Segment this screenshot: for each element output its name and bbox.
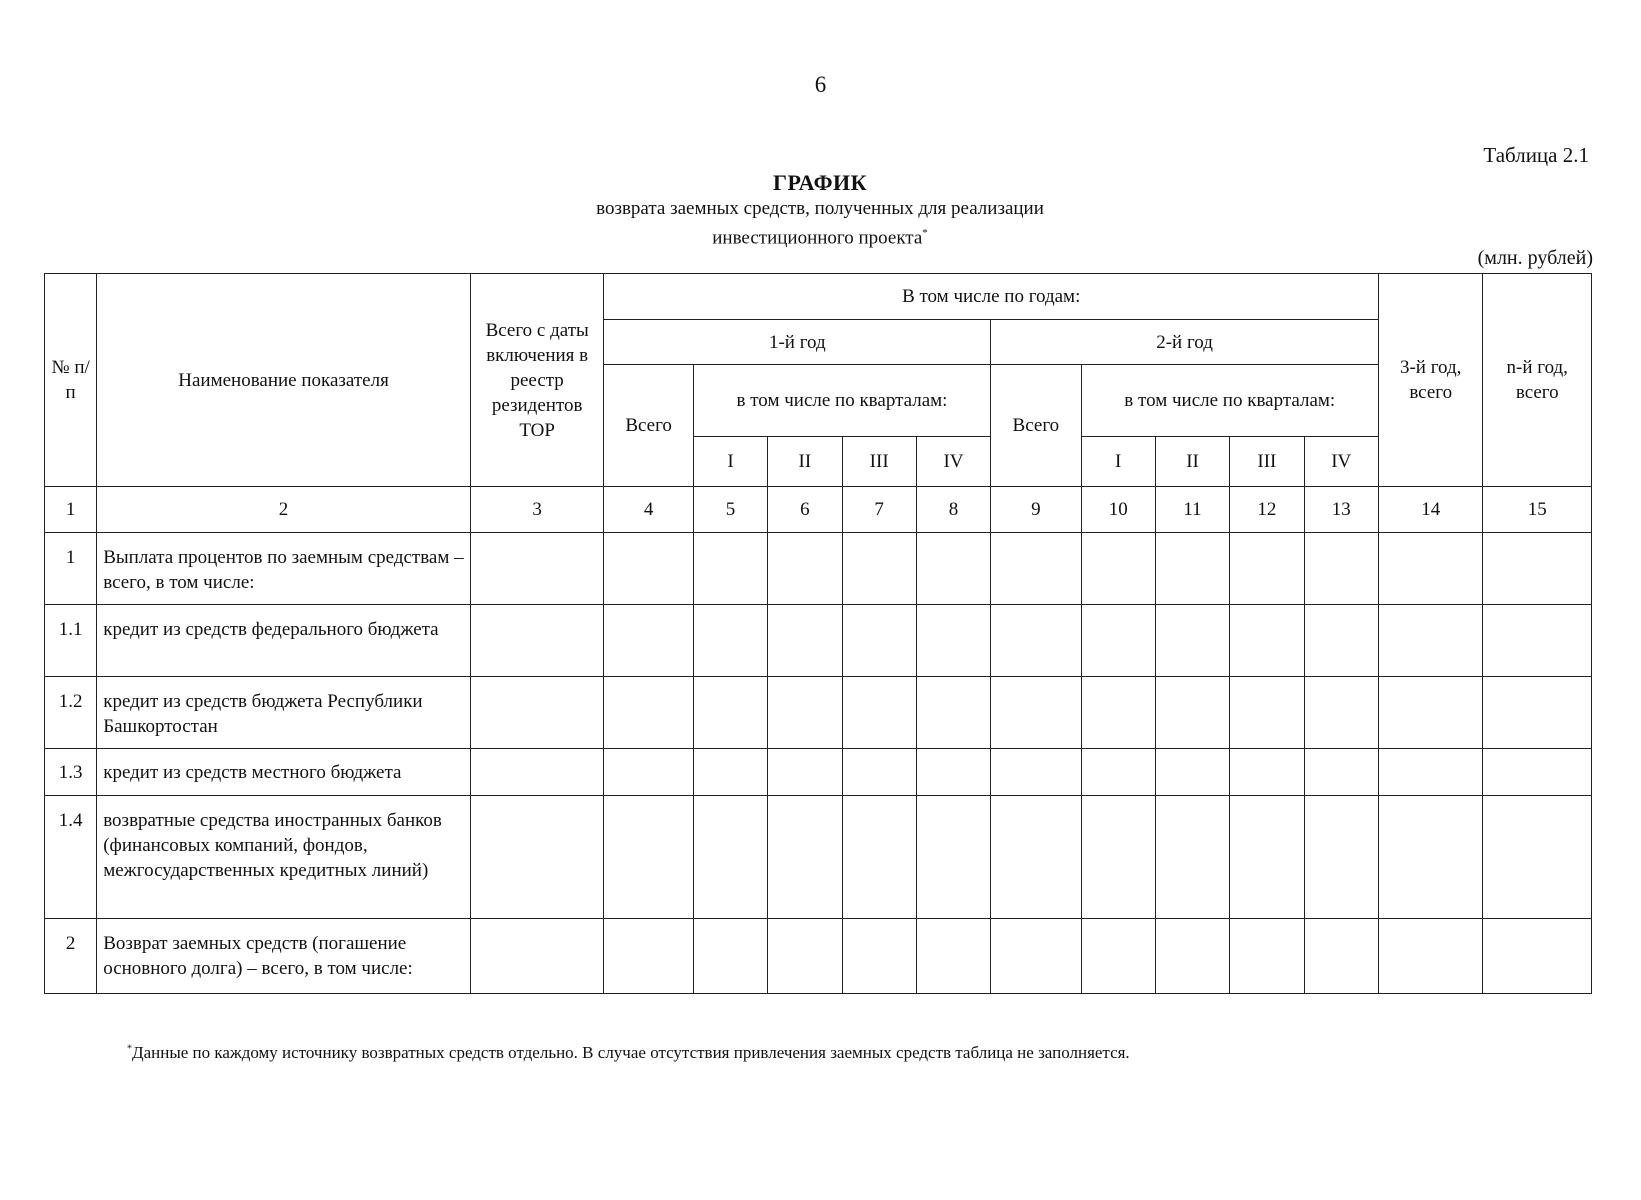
repayment-schedule-table	[44, 273, 1592, 994]
table-cell	[1378, 605, 1482, 677]
table-cell	[991, 677, 1081, 749]
column-number: 6	[768, 487, 842, 533]
table-cell	[1378, 533, 1482, 605]
header-yearn: n-й год, всего	[1483, 274, 1592, 487]
table-cell	[470, 919, 604, 994]
column-number: 12	[1230, 487, 1304, 533]
row-number: 1.2	[45, 677, 97, 749]
title-line-3	[540, 221, 1100, 250]
table-cell	[1483, 605, 1592, 677]
table-cell	[1230, 796, 1304, 919]
table-row	[45, 796, 1592, 919]
row-name: Возврат заемных средств (погашение основного долга) – всего, в том числе:	[97, 919, 471, 994]
row-name: Выплата процентов по заемным средствам – всего, в том числе:	[97, 533, 471, 605]
row-name: возвратные средства иностранных банков (финансовых компаний, фондов, межгосударственных кредитных линий)	[97, 796, 471, 919]
footnote	[127, 1043, 1130, 1063]
table-cell	[604, 749, 693, 796]
table-cell	[916, 919, 990, 994]
units-label: (млн. рублей)	[1477, 247, 1593, 269]
table-cell	[1304, 749, 1378, 796]
table-cell	[1230, 677, 1304, 749]
table-cell	[768, 919, 842, 994]
table-cell	[1155, 749, 1229, 796]
table-label: Таблица 2.1	[1483, 143, 1589, 167]
header-num: № п/п	[45, 274, 97, 487]
table-cell	[991, 749, 1081, 796]
table-cell	[916, 677, 990, 749]
table-cell	[842, 533, 916, 605]
header-year2-total: Всего	[991, 365, 1081, 487]
header-name: Наименование показателя	[97, 274, 471, 487]
table-cell	[842, 749, 916, 796]
table-cell	[1483, 796, 1592, 919]
table-cell	[1081, 749, 1155, 796]
table-cell	[693, 749, 767, 796]
column-number: 8	[916, 487, 990, 533]
table-cell	[693, 796, 767, 919]
table-cell	[768, 749, 842, 796]
table-cell	[604, 919, 693, 994]
table-cell	[1155, 919, 1229, 994]
table-cell	[1155, 533, 1229, 605]
table-cell	[1483, 677, 1592, 749]
table-cell	[842, 919, 916, 994]
column-number: 3	[470, 487, 604, 533]
table-cell	[470, 796, 604, 919]
table-cell	[991, 533, 1081, 605]
table-row	[45, 605, 1592, 677]
table-cell	[1230, 919, 1304, 994]
header-quarter: I	[693, 437, 767, 487]
table-cell	[1483, 919, 1592, 994]
row-number: 1	[45, 533, 97, 605]
table-cell	[604, 796, 693, 919]
table-row	[45, 749, 1592, 796]
column-number: 14	[1378, 487, 1482, 533]
header-total: Всего с даты включения в реестр резидентов ТОР	[470, 274, 604, 487]
title-line-1: ГРАФИК	[772, 170, 868, 195]
title-line-2: возврата заемных средств, полученных для реализации	[596, 198, 1044, 219]
footnote-marker: *	[127, 1043, 132, 1055]
table-cell	[1378, 919, 1482, 994]
column-number: 1	[45, 487, 97, 533]
table-cell	[916, 533, 990, 605]
table-cell	[1230, 533, 1304, 605]
row-name: кредит из средств федерального бюджета	[97, 605, 471, 677]
row-name: кредит из средств бюджета Республики Башкортостан	[97, 677, 471, 749]
table-cell	[842, 796, 916, 919]
table-cell	[768, 677, 842, 749]
table-cell	[470, 605, 604, 677]
column-number: 11	[1155, 487, 1229, 533]
table-cell	[1155, 677, 1229, 749]
table-cell	[1081, 796, 1155, 919]
table-cell	[1304, 677, 1378, 749]
header-year1-total: Всего	[604, 365, 693, 487]
table-cell	[991, 605, 1081, 677]
table-cell	[768, 796, 842, 919]
page-number: 6	[814, 72, 827, 97]
header-quarter: II	[1155, 437, 1229, 487]
table-cell	[842, 605, 916, 677]
title-line-3-text: инвестиционного проекта	[712, 227, 923, 249]
title-footnote-marker: *	[922, 227, 928, 239]
header-quarter: III	[842, 437, 916, 487]
table-cell	[1081, 919, 1155, 994]
table-cell	[916, 796, 990, 919]
header-year2-quarters: в том числе по кварталам:	[1081, 365, 1378, 437]
table-cell	[842, 677, 916, 749]
table-cell	[1483, 749, 1592, 796]
table-cell	[1378, 677, 1482, 749]
row-number: 1.4	[45, 796, 97, 919]
table-cell	[1304, 605, 1378, 677]
table-cell	[1230, 605, 1304, 677]
table-cell	[768, 533, 842, 605]
table-cell	[1378, 796, 1482, 919]
table-cell	[470, 677, 604, 749]
footnote-text: Данные по каждому источнику возвратных средств отдельно. В случае отсутствия привлечения заемных средств таблица не заполняется.	[132, 1043, 1130, 1062]
table-cell	[1155, 796, 1229, 919]
table-cell	[693, 533, 767, 605]
header-year3: 3-й год, всего	[1378, 274, 1482, 487]
header-quarter: IV	[916, 437, 990, 487]
table-cell	[693, 919, 767, 994]
document-title	[540, 170, 1100, 250]
table-cell	[991, 796, 1081, 919]
table-cell	[604, 605, 693, 677]
table-cell	[1304, 796, 1378, 919]
column-numbers-row	[45, 487, 1592, 533]
table-cell	[1378, 749, 1482, 796]
header-quarter: I	[1081, 437, 1155, 487]
table-cell	[1230, 749, 1304, 796]
row-number: 1.3	[45, 749, 97, 796]
table-cell	[1483, 533, 1592, 605]
table-cell	[604, 533, 693, 605]
header-quarter: IV	[1304, 437, 1378, 487]
table-cell	[1081, 677, 1155, 749]
table-cell	[1081, 533, 1155, 605]
table-cell	[604, 677, 693, 749]
column-number: 13	[1304, 487, 1378, 533]
column-number: 15	[1483, 487, 1592, 533]
header-by-years: В том числе по годам:	[604, 274, 1379, 320]
table-cell	[768, 605, 842, 677]
column-number: 9	[991, 487, 1081, 533]
column-number: 2	[97, 487, 471, 533]
table-cell	[916, 605, 990, 677]
table-row	[45, 919, 1592, 994]
table-cell	[1304, 919, 1378, 994]
table-cell	[693, 677, 767, 749]
column-number: 5	[693, 487, 767, 533]
row-number: 1.1	[45, 605, 97, 677]
column-number: 7	[842, 487, 916, 533]
table-cell	[470, 533, 604, 605]
header-quarter: III	[1230, 437, 1304, 487]
table-cell	[693, 605, 767, 677]
header-year2: 2-й год	[991, 320, 1379, 365]
column-number: 10	[1081, 487, 1155, 533]
header-year1: 1-й год	[604, 320, 991, 365]
table-row	[45, 533, 1592, 605]
row-name: кредит из средств местного бюджета	[97, 749, 471, 796]
table-cell	[470, 749, 604, 796]
header-quarter: II	[768, 437, 842, 487]
row-number: 2	[45, 919, 97, 994]
table-cell	[991, 919, 1081, 994]
table-cell	[1304, 533, 1378, 605]
table-cell	[916, 749, 990, 796]
header-year1-quarters: в том числе по кварталам:	[693, 365, 990, 437]
table-row	[45, 677, 1592, 749]
table-cell	[1155, 605, 1229, 677]
table-cell	[1081, 605, 1155, 677]
column-number: 4	[604, 487, 693, 533]
